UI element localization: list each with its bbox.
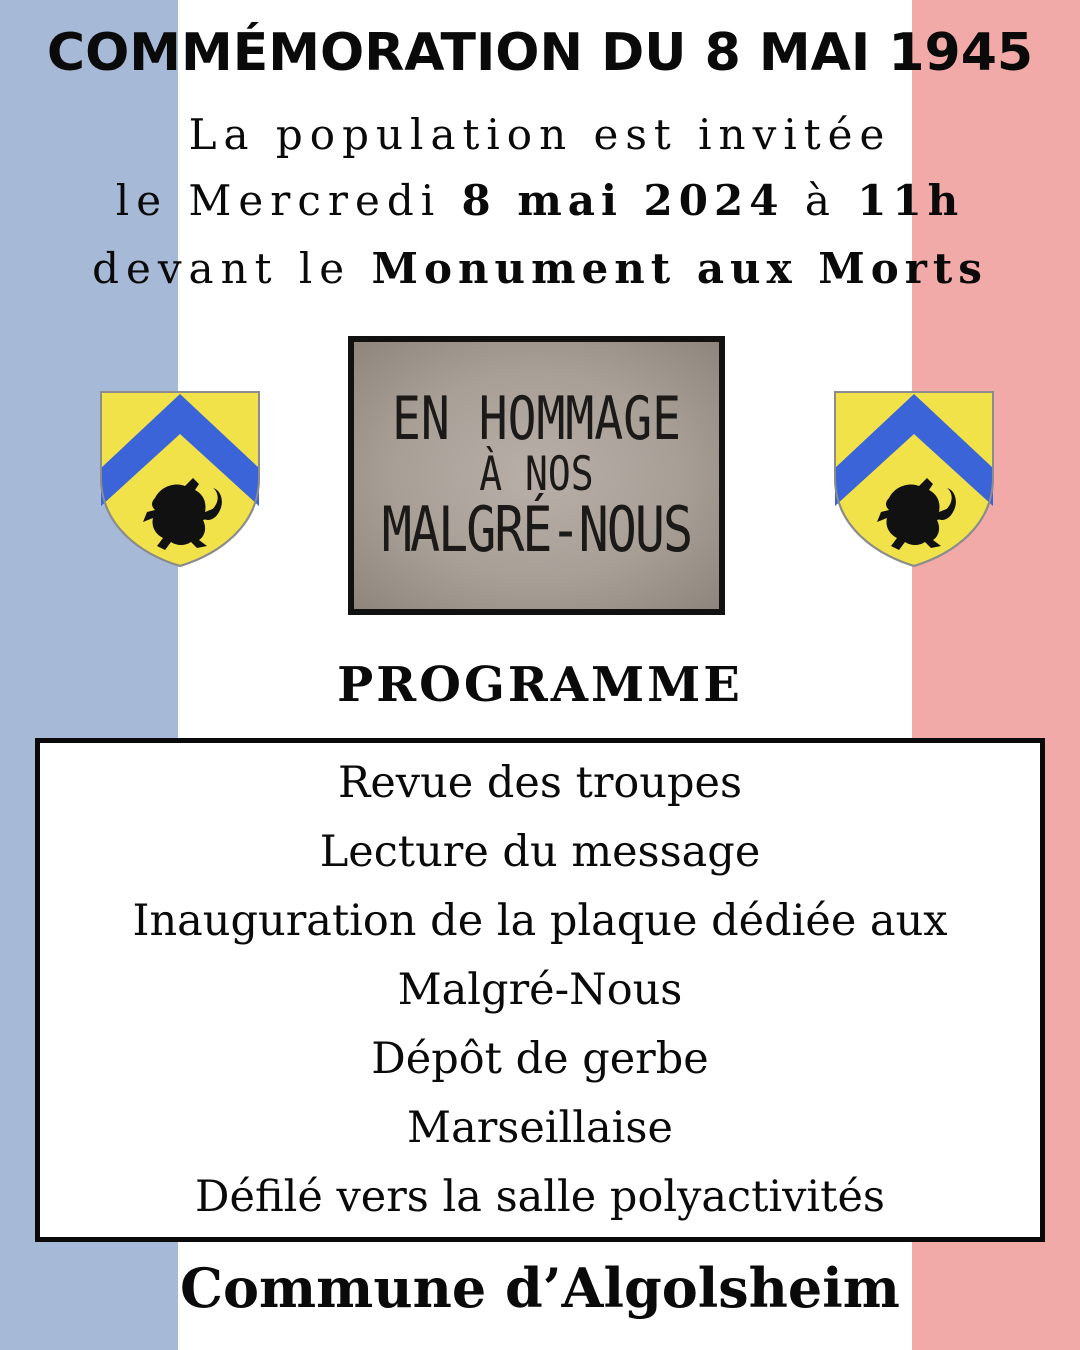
plaque-line-3: MALGRÉ-NOUS (381, 494, 692, 567)
event-date: 8 mai 2024 (461, 176, 785, 225)
programme-list (35, 738, 1045, 1242)
plaque-line-2: À NOS (479, 445, 594, 501)
page-title: COMMÉMORATION DU 8 MAI 1945 (46, 23, 1034, 83)
commune-name: Commune d’Algolsheim (180, 1256, 900, 1320)
invitation-text: La population est invitée (188, 110, 892, 159)
programme-item: Revue des troupes (337, 758, 743, 808)
invitation-location-label: devant le (92, 244, 372, 293)
event-time: 11h (857, 176, 965, 225)
memorial-plaque-image (348, 336, 725, 615)
programme-item: Inauguration de la plaque dédiée aux (132, 896, 948, 946)
programme-item: Défilé vers la salle polyactivités (195, 1172, 885, 1222)
programme-heading: PROGRAMME (337, 657, 743, 713)
programme-item: Marseillaise (407, 1103, 673, 1153)
invitation-line-1 (0, 102, 1080, 168)
invitation-at-label: à (784, 176, 858, 225)
plaque-line-1: EN HOMMAGE (392, 384, 681, 455)
invitation-line-2 (0, 168, 1080, 234)
programme-item: Lecture du message (319, 827, 761, 877)
programme-item: Dépôt de gerbe (371, 1034, 709, 1084)
programme-item: Malgré-Nous (397, 965, 683, 1015)
invitation-line-3 (0, 236, 1080, 302)
event-location: Monument aux Morts (371, 244, 988, 293)
coat-of-arms-icon (99, 390, 261, 568)
coat-of-arms-icon (833, 390, 995, 568)
invitation-day-label: le Mercredi (115, 176, 462, 225)
